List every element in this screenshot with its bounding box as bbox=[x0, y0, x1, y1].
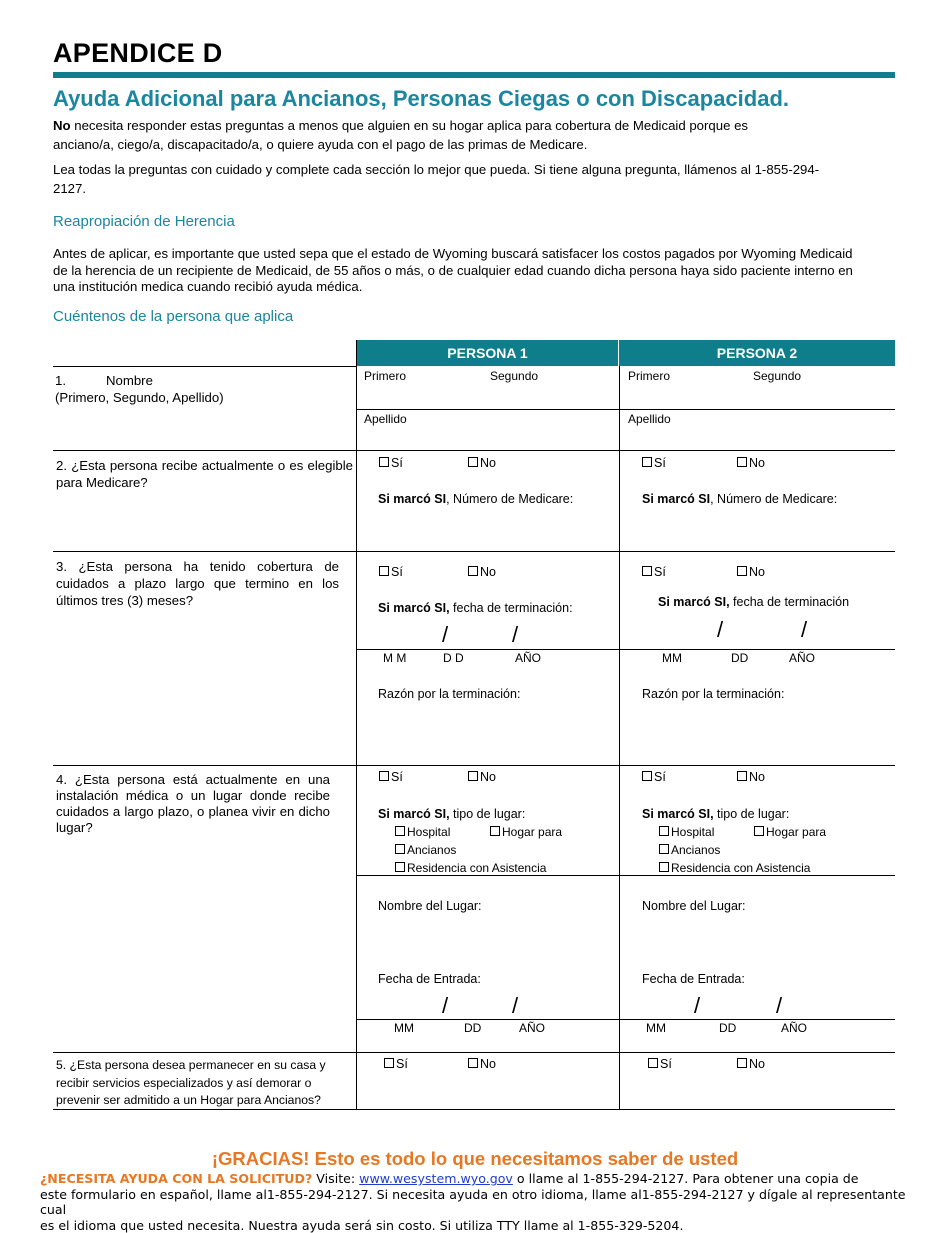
table-col-rule bbox=[619, 366, 620, 1110]
checkbox-icon bbox=[659, 844, 669, 854]
p2-q3-day-field[interactable]: DD bbox=[731, 651, 749, 665]
p1-q4-no-checkbox[interactable]: No bbox=[468, 770, 496, 784]
table-rule bbox=[53, 1052, 895, 1053]
help-footer bbox=[40, 1171, 920, 1233]
checkbox-icon bbox=[379, 566, 389, 576]
p2-middle-name-field[interactable]: Segundo bbox=[753, 369, 802, 383]
checkbox-icon bbox=[395, 826, 405, 836]
intro-bold-no: No bbox=[53, 118, 71, 133]
p1-q4-yes-checkbox[interactable]: Sí bbox=[379, 770, 403, 784]
p2-q2-no-checkbox[interactable]: No bbox=[737, 456, 765, 470]
p1-place-type-label: Si marcó SI, tipo de lugar: bbox=[378, 807, 526, 821]
p1-entry-day-field[interactable]: DD bbox=[464, 1021, 482, 1035]
p1-entry-date-label: Fecha de Entrada: bbox=[378, 972, 481, 986]
p2-place-type-label: Si marcó SI, tipo de lugar: bbox=[642, 807, 790, 821]
table-rule bbox=[53, 366, 357, 367]
p1-q3-month-field[interactable]: M M bbox=[383, 651, 407, 665]
checkbox-icon bbox=[468, 457, 478, 467]
checkbox-icon bbox=[648, 1058, 658, 1068]
p2-nursing-home-checkbox[interactable]: Hogar para bbox=[754, 825, 826, 839]
checkbox-icon bbox=[395, 862, 405, 872]
p2-assisted-living-checkbox[interactable]: Residencia con Asistencia bbox=[659, 861, 810, 875]
p1-entry-year-field[interactable]: AÑO bbox=[519, 1021, 546, 1035]
p1-medicare-number[interactable]: Si marcó SI, Número de Medicare: bbox=[378, 492, 574, 506]
checkbox-icon bbox=[384, 1058, 394, 1068]
intro-paragraph bbox=[53, 116, 853, 154]
form-subtitle: Ayuda Adicional para Ancianos, Personas Ciegas o con Discapacidad. bbox=[53, 86, 790, 111]
p2-q4-no-checkbox[interactable]: No bbox=[737, 770, 765, 784]
p1-elderly-checkbox[interactable]: Ancianos bbox=[395, 843, 456, 857]
website-link[interactable]: www.wesystem.wyo.gov bbox=[359, 1171, 513, 1186]
p1-q2-no-checkbox[interactable]: No bbox=[468, 456, 496, 470]
table-col-rule bbox=[356, 340, 357, 1110]
date-slash: / bbox=[776, 993, 783, 1018]
help-text-3: es el idioma que usted necesita. Nuestra ayuda será sin costo. Si utiliza TTY llame al 1-855-329-5204. bbox=[40, 1217, 684, 1233]
help-text-1: o llame al 1-855-294-2127. Para obtener una copia de bbox=[512, 1171, 859, 1186]
checkbox-icon bbox=[642, 566, 652, 576]
q3-label: 3. ¿Esta persona ha tenido cobertura de cuidados a plazo largo que termino en los últimos tres (3) meses? bbox=[56, 559, 339, 608]
checkbox-icon bbox=[468, 566, 478, 576]
date-slash: / bbox=[442, 622, 449, 647]
p1-first-name-field[interactable]: Primero bbox=[364, 369, 407, 383]
p2-place-name-field[interactable]: Nombre del Lugar: bbox=[642, 899, 746, 913]
p2-termination-reason[interactable]: Razón por la terminación: bbox=[642, 687, 785, 701]
q2-label: 2. ¿Esta persona recibe actualmente o es elegible para Medicare? bbox=[56, 458, 353, 490]
table-rule bbox=[53, 765, 895, 766]
p2-q3-month-field[interactable]: MM bbox=[662, 651, 682, 665]
checkbox-icon bbox=[379, 457, 389, 467]
q1-name-label: Nombre bbox=[106, 373, 153, 388]
q4-label: 4. ¿Esta persona está actualmente en una instalación médica o un lugar donde recibe cuidados a largo plazo, o planea vivir en dicho lugar? bbox=[56, 772, 330, 835]
p1-q3-no-checkbox[interactable]: No bbox=[468, 565, 496, 579]
checkbox-icon bbox=[737, 771, 747, 781]
help-heading: ¿NECESITA AYUDA CON LA SOLICITUD? bbox=[40, 1171, 313, 1186]
page-title: APENDICE D bbox=[53, 38, 223, 68]
p1-place-name-field[interactable]: Nombre del Lugar: bbox=[378, 899, 482, 913]
date-slash: / bbox=[442, 993, 449, 1018]
p1-q3-yes-checkbox[interactable]: Sí bbox=[379, 565, 403, 579]
p2-q2-yes-checkbox[interactable]: Sí bbox=[642, 456, 666, 470]
q5-label: 5. ¿Esta persona desea permanecer en su casa y recibir servicios especializados y así demorar o prevenir ser admitido a un Hogar para Ancianos? bbox=[56, 1058, 326, 1107]
p2-entry-date-label: Fecha de Entrada: bbox=[642, 972, 745, 986]
checkbox-icon bbox=[737, 1058, 747, 1068]
checkbox-icon bbox=[379, 771, 389, 781]
estate-paragraph: Antes de aplicar, es importante que usted sepa que el estado de Wyoming buscará satisfacer los costos pagados por Wyoming Medicaid de la herencia de un recipiente de Medicaid, de 55 años o más, o de cualquier edad cuando dicha persona haya sido paciente interno en una institución medica cuando recibió ayuda médica. bbox=[53, 246, 853, 294]
p2-entry-month-field[interactable]: MM bbox=[646, 1021, 666, 1035]
p2-entry-year-field[interactable]: AÑO bbox=[781, 1021, 808, 1035]
checkbox-icon bbox=[642, 457, 652, 467]
p1-termination-reason[interactable]: Razón por la terminación: bbox=[378, 687, 521, 701]
p2-q4-yes-checkbox[interactable]: Sí bbox=[642, 770, 666, 784]
checkbox-icon bbox=[395, 844, 405, 854]
person2-header: PERSONA 2 bbox=[619, 340, 895, 366]
checkbox-icon bbox=[468, 771, 478, 781]
table-rule bbox=[53, 450, 895, 451]
p2-medicare-number[interactable]: Si marcó SI, Número de Medicare: bbox=[642, 492, 838, 506]
p2-q5-no-checkbox[interactable]: No bbox=[737, 1057, 765, 1071]
p1-termination-date-label: Si marcó SI, fecha de terminación: bbox=[378, 601, 573, 615]
p2-termination-date-label: Si marcó SI, fecha de terminación bbox=[658, 595, 850, 609]
date-slash: / bbox=[801, 617, 808, 642]
p2-last-name-field[interactable]: Apellido bbox=[628, 412, 671, 426]
help-text-2: este formulario en español, llame al1-855-294-2127. Si necesita ayuda en otro idioma, llame al1-855-294-2127 y dígale al representante cual bbox=[40, 1186, 906, 1217]
checkbox-icon bbox=[659, 826, 669, 836]
date-slash: / bbox=[694, 993, 701, 1018]
section-heading-applicant: Cuéntenos de la persona que aplica bbox=[53, 308, 294, 325]
p1-q3-year-field[interactable]: AÑO bbox=[515, 651, 542, 665]
checkbox-icon bbox=[659, 862, 669, 872]
p1-assisted-living-checkbox[interactable]: Residencia con Asistencia bbox=[395, 861, 546, 875]
p1-hospital-checkbox[interactable]: Hospital bbox=[395, 825, 450, 839]
intro-line1: necesita responder estas preguntas a menos que alguien en su hogar aplica para cobertura de Medicaid porque es bbox=[70, 118, 748, 133]
p1-q2-yes-checkbox[interactable]: Sí bbox=[379, 456, 403, 470]
thank-you-banner: ¡GRACIAS! Esto es todo lo que necesitamos saber de usted bbox=[211, 1148, 739, 1169]
intro-line2: anciano/a, ciego/a, discapacitado/a, o quiere ayuda con el pago de las primas de Medicare. bbox=[53, 137, 588, 152]
p2-first-name-field[interactable]: Primero bbox=[628, 369, 671, 383]
p2-q5-yes-checkbox[interactable]: Sí bbox=[648, 1057, 672, 1071]
p2-q3-no-checkbox[interactable]: No bbox=[737, 565, 765, 579]
p1-last-name-field[interactable]: Apellido bbox=[364, 412, 407, 426]
checkbox-icon bbox=[642, 771, 652, 781]
table-rule bbox=[357, 649, 895, 650]
table-rule bbox=[357, 1019, 895, 1020]
p1-nursing-home-checkbox[interactable]: Hogar para bbox=[490, 825, 562, 839]
checkbox-icon bbox=[490, 826, 500, 836]
q1-sub-label: (Primero, Segundo, Apellido) bbox=[55, 390, 224, 405]
table-rule bbox=[357, 875, 895, 876]
checkbox-icon bbox=[737, 457, 747, 467]
q1-number: 1. bbox=[55, 373, 66, 388]
p2-entry-day-field[interactable]: DD bbox=[719, 1021, 737, 1035]
p2-q3-year-field[interactable]: AÑO bbox=[789, 651, 816, 665]
section-heading-estate: Reapropiación de Herencia bbox=[53, 213, 235, 230]
p1-q5-yes-checkbox[interactable]: Sí bbox=[384, 1057, 408, 1071]
p2-elderly-checkbox[interactable]: Ancianos bbox=[659, 843, 720, 857]
help-visit: Visite: bbox=[312, 1171, 360, 1186]
checkbox-icon bbox=[737, 566, 747, 576]
intro-paragraph-2: Lea todas la preguntas con cuidado y complete cada sección lo mejor que pueda. Si tiene alguna pregunta, llámenos al 1-855-294-2127. bbox=[53, 162, 820, 196]
p1-q3-day-field[interactable]: D D bbox=[443, 651, 464, 665]
person1-header: PERSONA 1 bbox=[357, 340, 618, 366]
date-slash: / bbox=[512, 622, 519, 647]
checkbox-icon bbox=[754, 826, 764, 836]
p1-entry-month-field[interactable]: MM bbox=[394, 1021, 414, 1035]
date-slash: / bbox=[512, 993, 519, 1018]
table-rule bbox=[53, 551, 895, 552]
checkbox-icon bbox=[468, 1058, 478, 1068]
p1-q5-no-checkbox[interactable]: No bbox=[468, 1057, 496, 1071]
title-rule bbox=[53, 72, 895, 78]
p2-q3-yes-checkbox[interactable]: Sí bbox=[642, 565, 666, 579]
table-rule bbox=[357, 409, 895, 410]
p2-hospital-checkbox[interactable]: Hospital bbox=[659, 825, 714, 839]
q1-label bbox=[55, 372, 224, 406]
date-slash: / bbox=[717, 617, 724, 642]
p1-middle-name-field[interactable]: Segundo bbox=[490, 369, 539, 383]
